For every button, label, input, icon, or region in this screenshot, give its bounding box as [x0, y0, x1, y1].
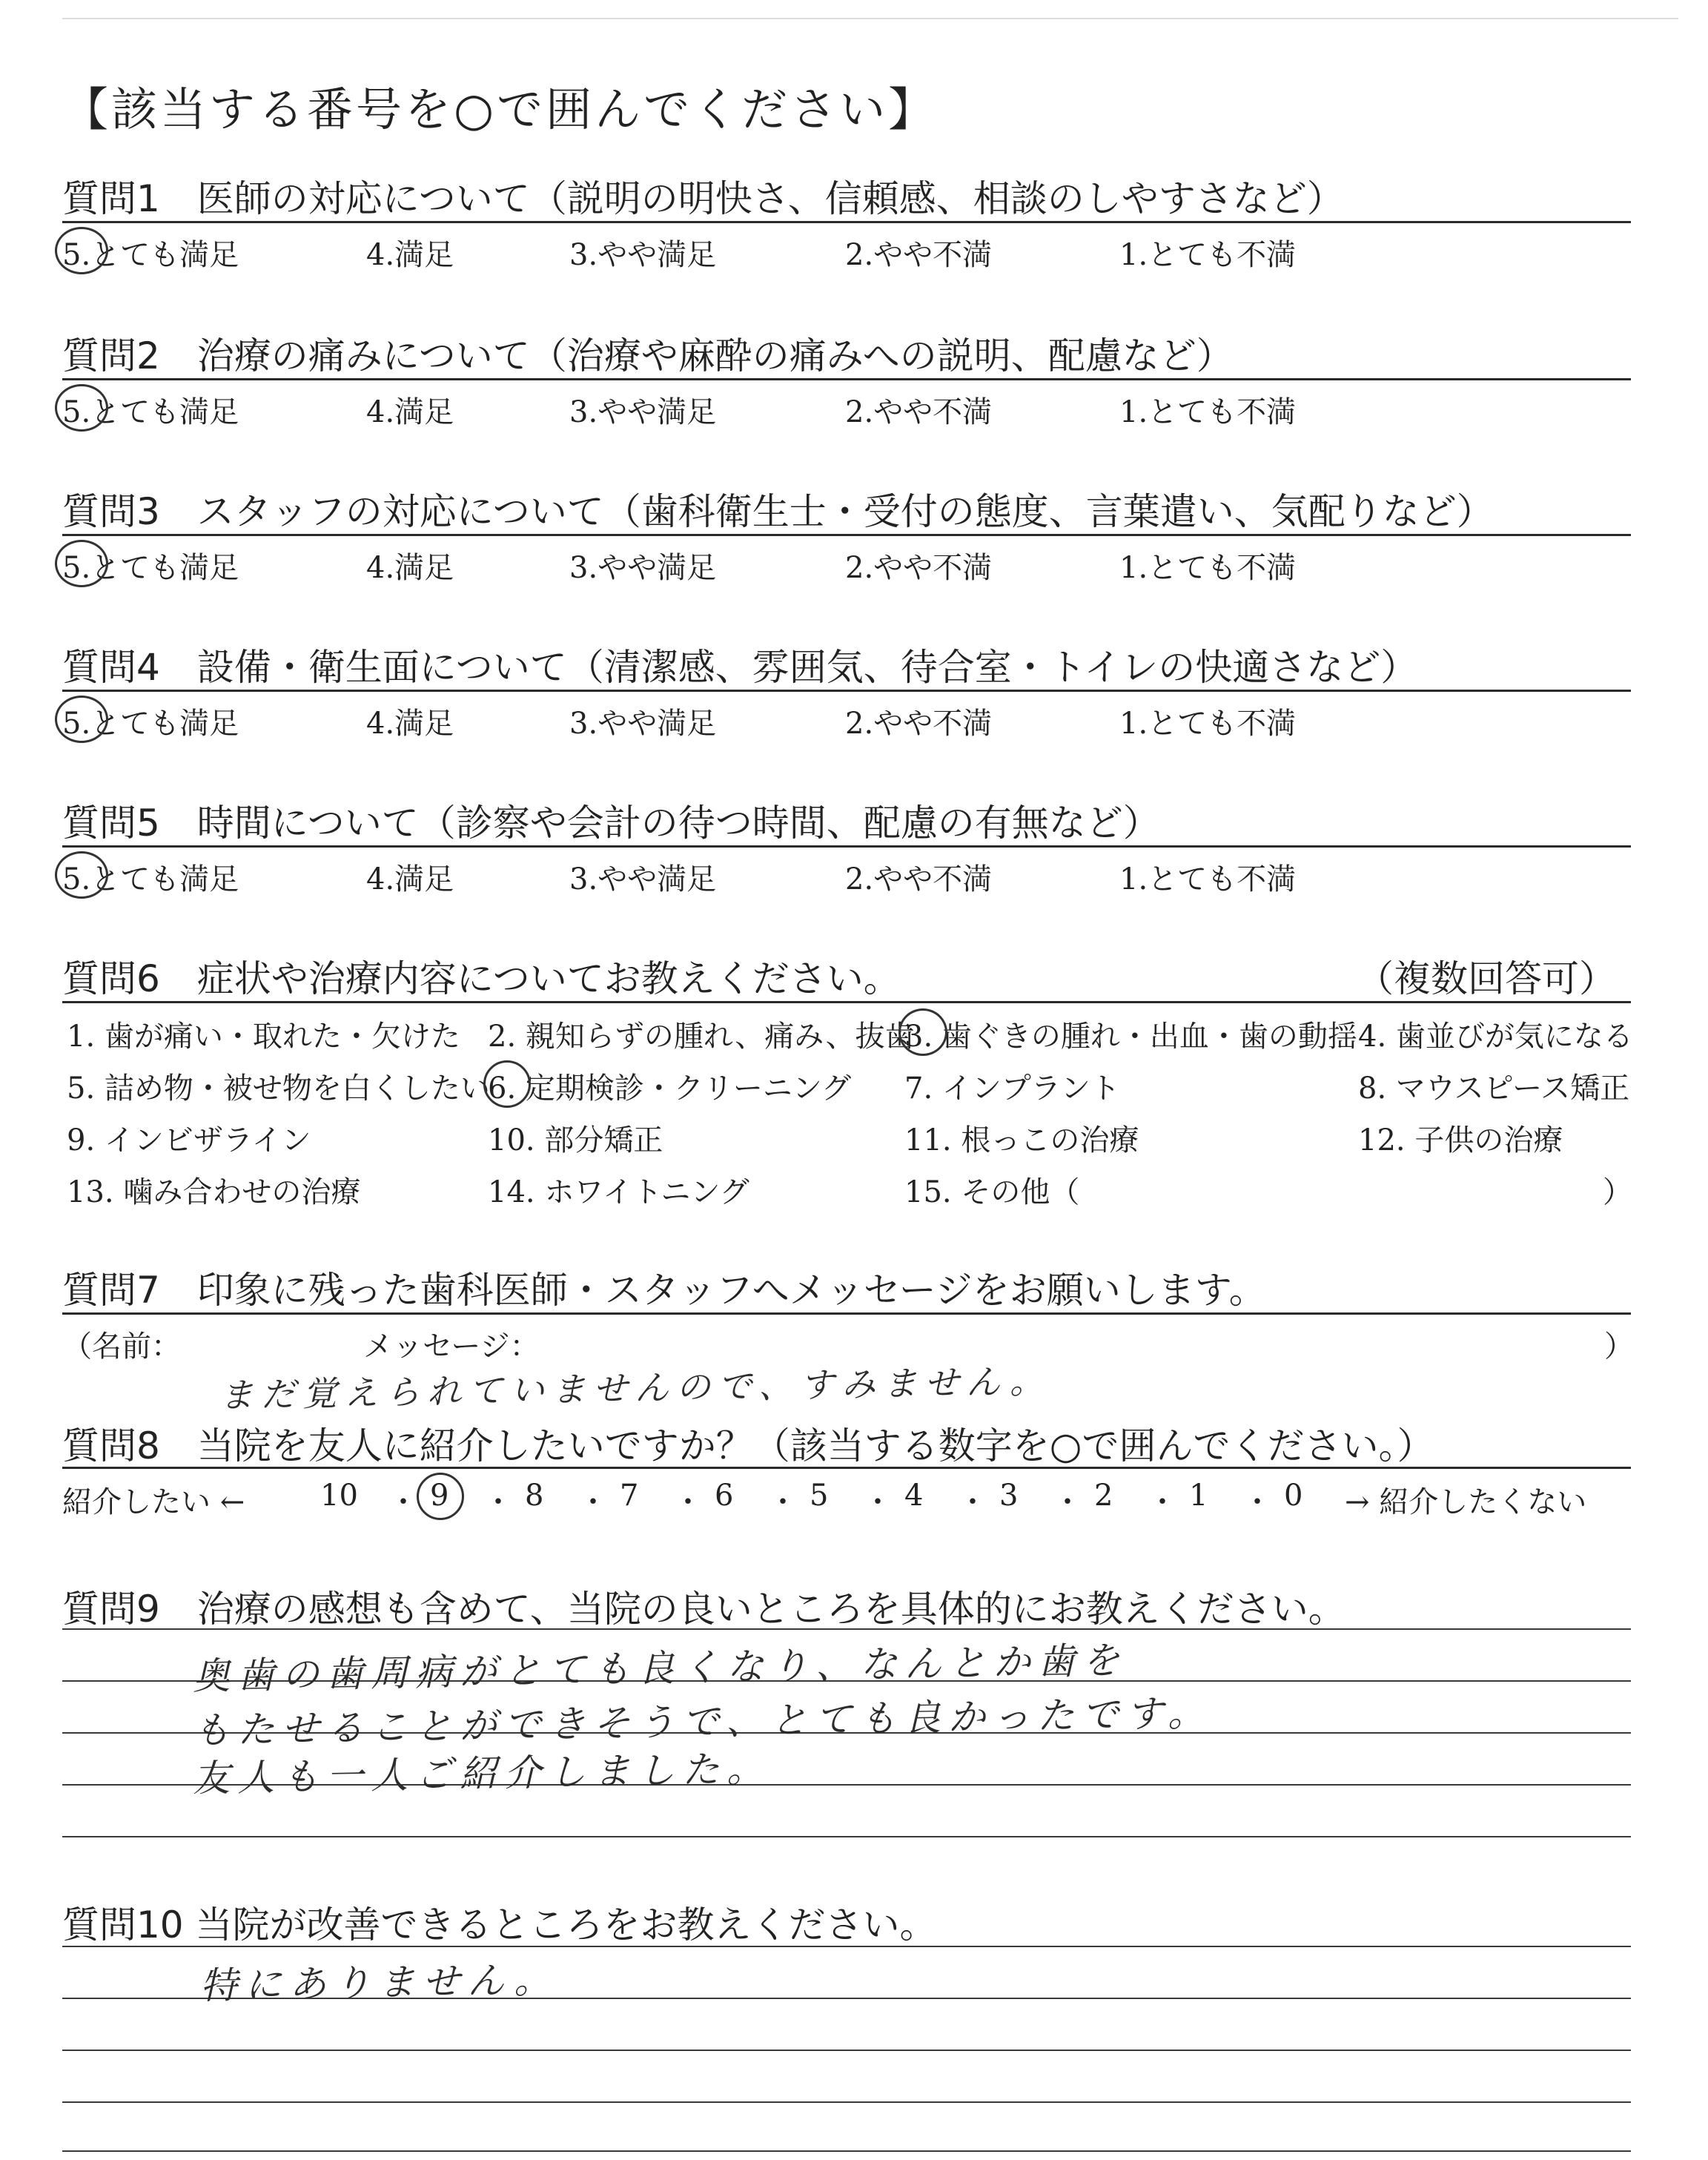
- question-7-title: 質問7 印象に残った歯科医師・スタッフへメッセージをお願いします。: [62, 1269, 1266, 1312]
- selection-circle: [55, 227, 108, 274]
- option-1[interactable]: 1.とても不満: [1119, 551, 1297, 585]
- q6-item-1[interactable]: 1. 歯が痛い・取れた・欠けた: [67, 1020, 460, 1054]
- scale-8[interactable]: 8: [525, 1479, 544, 1513]
- option-2[interactable]: 2.やや不満: [845, 707, 993, 741]
- option-2[interactable]: 2.やや不満: [845, 395, 993, 429]
- option-3[interactable]: 3.やや満足: [569, 238, 717, 272]
- q6-item-11[interactable]: 11. 根っこの治療: [904, 1123, 1139, 1157]
- option-2[interactable]: 2.やや不満: [845, 238, 993, 272]
- question-3-rule: [62, 534, 1631, 536]
- question-2-rule: [62, 378, 1631, 380]
- question-1-options: [62, 231, 1631, 276]
- name-label: （名前：: [62, 1330, 181, 1364]
- scale-3[interactable]: 3: [999, 1479, 1019, 1513]
- q6-item-14[interactable]: 14. ホワイトニング: [488, 1175, 749, 1209]
- scale-dot: ・: [863, 1485, 893, 1519]
- message-close: ）: [1604, 1330, 1634, 1364]
- question-1-title: 質問1 医師の対応について（説明の明快さ、信頼感、相談のしやすさなど）: [62, 177, 1344, 220]
- option-5[interactable]: 5.とても満足: [62, 862, 239, 896]
- scale-dot: ・: [388, 1485, 418, 1519]
- top-border: [62, 18, 1678, 19]
- scale-dot: ・: [1242, 1485, 1272, 1519]
- selection-circle: [55, 540, 108, 587]
- scale-6[interactable]: 6: [715, 1479, 734, 1513]
- handwritten-message: まだ覚えられていませんので、すみません。: [219, 1361, 1052, 1416]
- q6-item-4[interactable]: 4. 歯並びが気になる: [1358, 1020, 1633, 1054]
- scale-dot: ・: [578, 1485, 608, 1519]
- option-2[interactable]: 2.やや不満: [845, 862, 993, 896]
- option-1[interactable]: 1.とても不満: [1119, 395, 1297, 429]
- option-1[interactable]: 1.とても不満: [1119, 238, 1297, 272]
- scale-dot: ・: [958, 1485, 987, 1519]
- scale-2[interactable]: 2: [1094, 1479, 1113, 1513]
- scale-dot: ・: [1148, 1485, 1177, 1519]
- q10-answer: 特にありません。: [199, 1958, 559, 2008]
- answer-line: [62, 1946, 1631, 1947]
- option-3[interactable]: 3.やや満足: [569, 862, 717, 896]
- option-1[interactable]: 1.とても不満: [1119, 862, 1297, 896]
- answer-line: [62, 1836, 1631, 1837]
- question-10-title: 質問10 当院が改善できるところをお教えください。: [62, 1903, 937, 1946]
- selection-circle: [55, 696, 108, 743]
- question-4-title: 質問4 設備・衛生面について（清潔感、雰囲気、待合室・トイレの快適さなど）: [62, 646, 1418, 689]
- question-6-title: 質問6 症状や治療内容についてお教えください。: [62, 957, 901, 1000]
- option-3[interactable]: 3.やや満足: [569, 707, 717, 741]
- q6-item-15-close: ）: [1603, 1175, 1632, 1209]
- page-header: 【該当する番号を○で囲んでください】: [62, 82, 938, 136]
- q6-item-7[interactable]: 7. インプラント: [904, 1071, 1120, 1106]
- option-5[interactable]: 5.とても満足: [62, 395, 239, 429]
- scale-dot: ・: [1053, 1485, 1082, 1519]
- option-2[interactable]: 2.やや不満: [845, 551, 993, 585]
- scale-4[interactable]: 4: [904, 1479, 924, 1513]
- question-2-title: 質問2 治療の痛みについて（治療や麻酔の痛みへの説明、配慮など）: [62, 334, 1234, 377]
- scale-7[interactable]: 7: [620, 1479, 639, 1513]
- q9-answer-line-2: もたせることができそうで、とても良かったです。: [192, 1691, 1213, 1752]
- question-6-rule: [62, 1001, 1631, 1003]
- question-3-title: 質問3 スタッフの対応について（歯科衛生士・受付の態度、言葉遣い、気配りなど）: [62, 490, 1494, 533]
- answer-line: [62, 2150, 1631, 2152]
- scale-9[interactable]: 9: [430, 1479, 449, 1513]
- option-4[interactable]: 4.満足: [366, 551, 454, 585]
- recommend-scale: [62, 1479, 1631, 1523]
- scale-dot: ・: [483, 1485, 513, 1519]
- question-5-title: 質問5 時間について（診察や会計の待つ時間、配慮の有無など）: [62, 802, 1160, 845]
- question-5-rule: [62, 845, 1631, 848]
- question-5-options: [62, 856, 1631, 900]
- q6-item-10[interactable]: 10. 部分矯正: [488, 1123, 663, 1157]
- selection-circle: [55, 851, 108, 899]
- option-5[interactable]: 5.とても満足: [62, 707, 239, 741]
- question-4-options: [62, 700, 1631, 744]
- question-2-options: [62, 389, 1631, 433]
- scale-10[interactable]: 10: [320, 1479, 358, 1513]
- option-5[interactable]: 5.とても満足: [62, 551, 239, 585]
- selection-circle: [55, 384, 108, 432]
- q6-item-3[interactable]: 3. 歯ぐきの腫れ・出血・歯の動揺: [904, 1020, 1357, 1054]
- q6-item-15[interactable]: 15. その他（: [904, 1175, 1080, 1209]
- q6-item-6[interactable]: 6. 定期検診・クリーニング: [488, 1071, 852, 1106]
- question-8-rule: [62, 1467, 1631, 1469]
- scale-dot: ・: [673, 1485, 703, 1519]
- selection-circle: [483, 1060, 531, 1108]
- recommend-left-label: 紹介したい ←: [62, 1485, 245, 1519]
- scale-1[interactable]: 1: [1189, 1479, 1208, 1513]
- option-5[interactable]: 5.とても満足: [62, 238, 239, 272]
- option-4[interactable]: 4.満足: [366, 395, 454, 429]
- scale-dot: ・: [768, 1485, 798, 1519]
- question-8-title: 質問8 当院を友人に紹介したいですか？（該当する数字を○で囲んでください。）: [62, 1424, 1434, 1467]
- answer-line: [62, 2050, 1631, 2051]
- scale-5[interactable]: 5: [810, 1479, 829, 1513]
- q6-item-5[interactable]: 5. 詰め物・被せ物を白くしたい: [67, 1071, 490, 1106]
- message-label: メッセージ：: [363, 1330, 540, 1364]
- question-9-title: 質問9 治療の感想も含めて、当院の良いところを具体的にお教えください。: [62, 1588, 1345, 1631]
- recommend-right-label: → 紹介したくない: [1345, 1485, 1587, 1519]
- option-1[interactable]: 1.とても不満: [1119, 707, 1297, 741]
- q6-item-8[interactable]: 8. マウスピース矯正: [1358, 1071, 1630, 1106]
- q9-answer-line-3: 友人も一人ご紹介しました。: [192, 1747, 772, 1800]
- question-3-options: [62, 544, 1631, 589]
- q9-answer-line-1: 奥歯の歯周病がとても良くなり、なんとか歯を: [192, 1639, 1128, 1698]
- q6-item-2[interactable]: 2. 親知らずの腫れ、痛み、抜歯: [488, 1020, 915, 1054]
- option-4[interactable]: 4.満足: [366, 862, 454, 896]
- question-6-options: [67, 1013, 1631, 1221]
- option-4[interactable]: 4.満足: [366, 707, 454, 741]
- answer-line: [62, 2101, 1631, 2103]
- question-1-rule: [62, 221, 1631, 223]
- q6-item-13[interactable]: 13. 噛み合わせの治療: [67, 1175, 361, 1209]
- scale-0[interactable]: 0: [1284, 1479, 1303, 1513]
- question-4-rule: [62, 690, 1631, 692]
- q6-item-9[interactable]: 9. インビザライン: [67, 1123, 311, 1157]
- question-7-rule: [62, 1312, 1631, 1315]
- selection-circle: [898, 1008, 947, 1056]
- option-3[interactable]: 3.やや満足: [569, 551, 717, 585]
- q6-item-12[interactable]: 12. 子供の治療: [1358, 1123, 1563, 1157]
- question-6-note: （複数回答可）: [1357, 957, 1616, 1000]
- option-3[interactable]: 3.やや満足: [569, 395, 717, 429]
- answer-line: [62, 1628, 1631, 1630]
- option-4[interactable]: 4.満足: [366, 238, 454, 272]
- selection-circle: [417, 1473, 464, 1520]
